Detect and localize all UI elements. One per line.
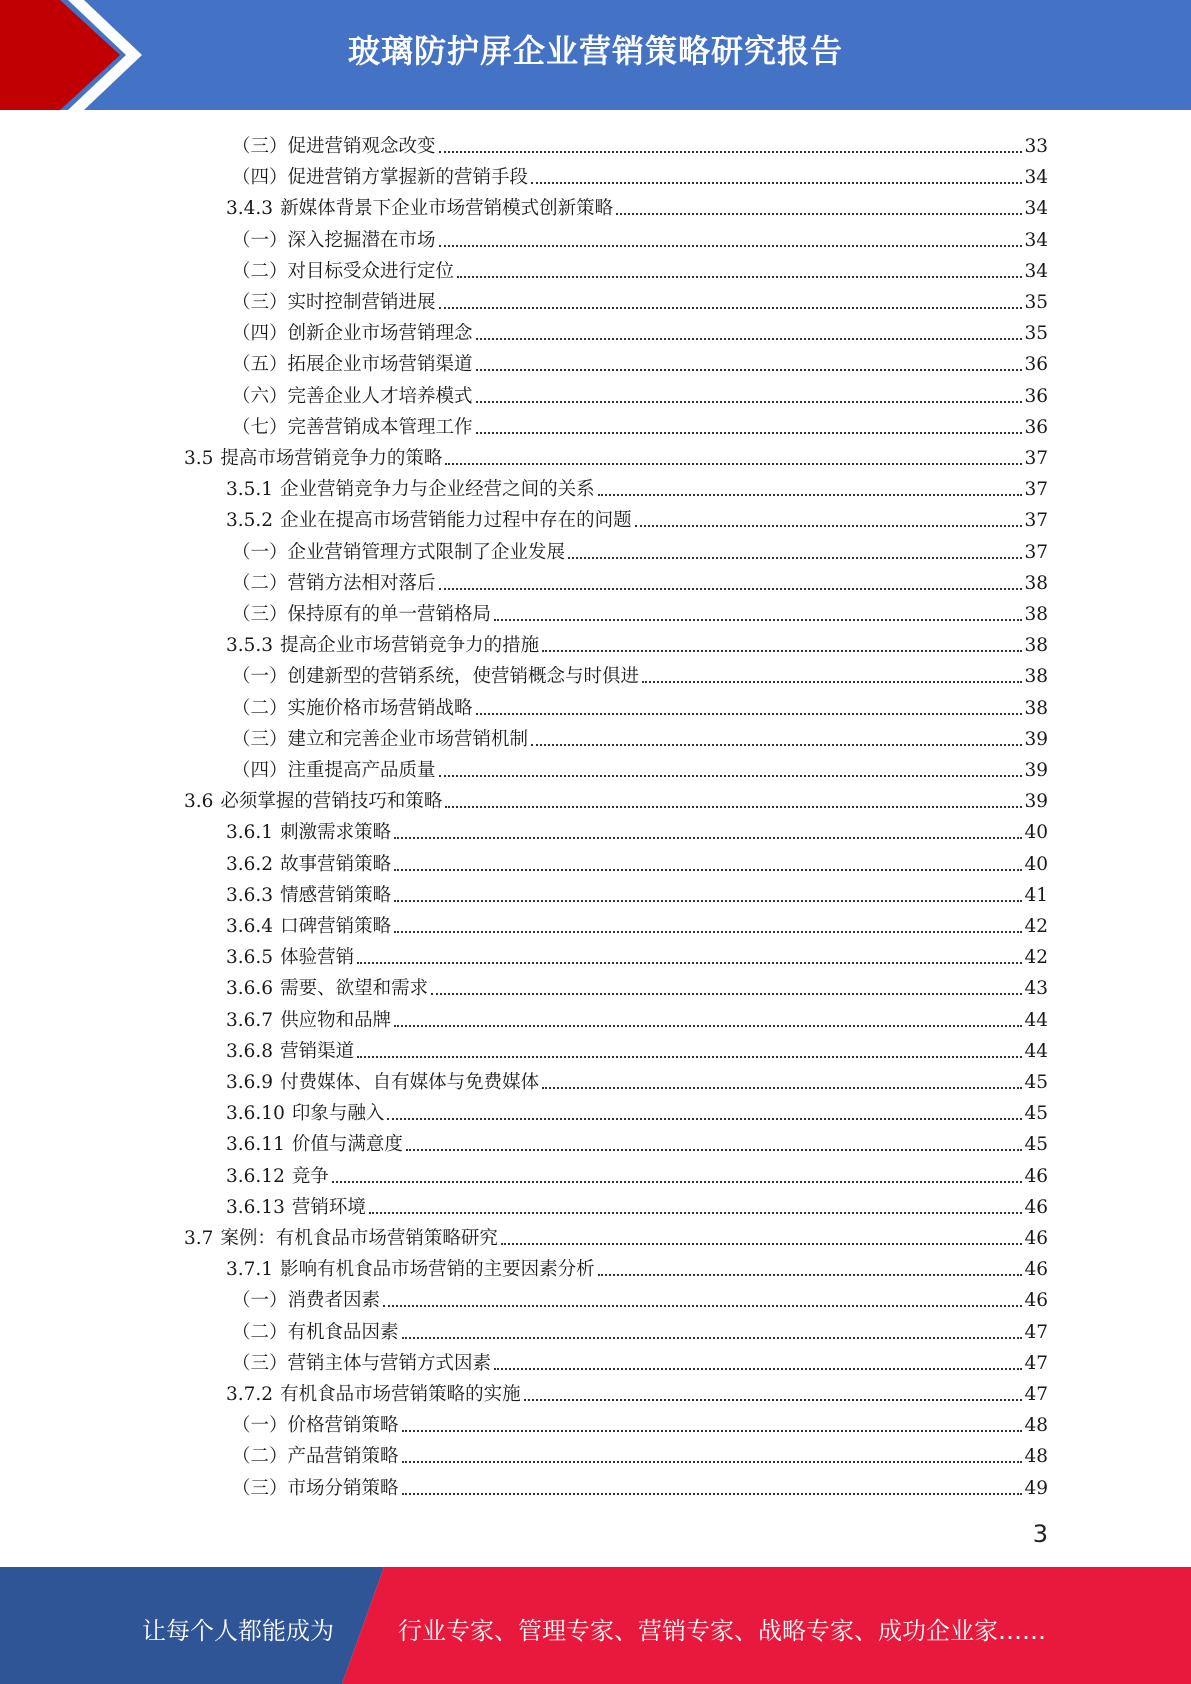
toc-section-number: 3.6.3 (226, 884, 274, 906)
toc-dot-leader (501, 1243, 1023, 1245)
toc-entry-title: 故事营销策略 (280, 853, 392, 875)
toc-entry[interactable] (232, 533, 1048, 564)
toc-page-number: 38 (1024, 697, 1048, 719)
toc-page-number: 42 (1024, 916, 1048, 937)
toc-dot-leader (439, 775, 1023, 777)
toc-entry-label (226, 916, 391, 938)
toc-dot-leader (598, 1274, 1023, 1276)
toc-entry-label (232, 666, 639, 688)
toc-entry[interactable] (226, 938, 1048, 969)
toc-entry[interactable] (232, 1469, 1048, 1500)
toc-entry-title: （四）注重提高产品质量 (232, 760, 436, 781)
toc-page-number: 37 (1024, 541, 1048, 563)
toc-page-number: 38 (1024, 604, 1048, 625)
toc-entry-title: （三）促进营销观念改变 (232, 136, 436, 157)
toc-entry-title: （二）有机食品因素 (232, 1321, 399, 1343)
toc-dot-leader (387, 1118, 1022, 1120)
toc-entry[interactable] (232, 1313, 1048, 1344)
toc-entry-title: （二）营销方法相对落后 (232, 572, 436, 594)
toc-entry-title: 口碑营销策略 (280, 916, 392, 937)
toc-page-number: 44 (1024, 1009, 1048, 1031)
toc-dot-leader (642, 681, 1022, 683)
toc-section-number: 3.6.10 (226, 1103, 285, 1125)
toc-dot-leader (402, 1337, 1023, 1339)
toc-entry-title: （一）深入挖掘潜在市场 (232, 229, 436, 251)
toc-entry-title: （二）产品营销策略 (232, 1446, 399, 1468)
toc-entry-title: （一）企业营销管理方式限制了企业发展 (232, 541, 566, 563)
toc-entry-title: （三）营销主体与营销方式因素 (232, 1352, 492, 1374)
toc-section-number: 3.6.13 (226, 1196, 285, 1218)
toc-entry-label (232, 417, 473, 439)
toc-entry[interactable] (232, 345, 1048, 376)
toc-page-number: 33 (1024, 136, 1048, 157)
toc-entry[interactable] (232, 564, 1048, 595)
toc-entry[interactable] (232, 221, 1048, 252)
toc-section-number: 3.6.11 (226, 1134, 285, 1156)
toc-entry[interactable] (232, 1344, 1048, 1375)
toc-page-number: 47 (1024, 1321, 1048, 1343)
toc-entry[interactable] (226, 845, 1048, 876)
toc-entry-title: 新媒体背景下企业市场营销模式创新策略 (280, 198, 614, 220)
toc-page-number: 41 (1024, 884, 1048, 906)
toc-entry-label (226, 978, 428, 1000)
toc-entry[interactable] (232, 1281, 1048, 1312)
toc-section-number: 3.6.8 (226, 1040, 274, 1062)
toc-entry[interactable] (226, 470, 1048, 501)
toc-page-number: 36 (1024, 354, 1048, 376)
page-header (0, 0, 1191, 110)
toc-entry-label (226, 1010, 391, 1032)
toc-entry-label (232, 230, 436, 252)
toc-page-number: 34 (1024, 198, 1048, 220)
toc-page-number: 42 (1024, 947, 1048, 969)
toc-entry[interactable] (232, 127, 1048, 158)
toc-dot-leader (394, 837, 1022, 839)
toc-dot-leader (476, 369, 1023, 371)
toc-entry-title: 影响有机食品市场营销的主要因素分析 (280, 1259, 595, 1281)
toc-section-number: 3.6.6 (226, 978, 274, 1000)
toc-entry-title: 情感营销策略 (280, 884, 392, 906)
toc-entry[interactable] (226, 969, 1048, 1000)
toc-section-number: 3.5.1 (226, 479, 274, 501)
toc-dot-leader (445, 806, 1022, 808)
toc-entry-title: 营销环境 (291, 1196, 366, 1218)
toc-dot-leader (369, 1212, 1023, 1214)
page-number: 3 (1032, 1520, 1048, 1548)
toc-entry-label (232, 729, 528, 751)
toc-entry[interactable] (226, 1063, 1048, 1094)
toc-page-number: 39 (1024, 791, 1048, 813)
toc-dot-leader (531, 182, 1022, 184)
toc-entry[interactable] (226, 1094, 1048, 1125)
toc-entry-title: 企业营销竞争力与企业经营之间的关系 (280, 479, 595, 501)
toc-entry-title: （四）促进营销方掌握新的营销手段 (232, 167, 529, 189)
toc-entry[interactable] (232, 252, 1048, 283)
toc-page-number: 44 (1024, 1040, 1048, 1062)
toc-entry-title: （三）市场分销策略 (232, 1477, 399, 1499)
toc-entry-title: 体验营销 (280, 947, 355, 969)
toc-section-number: 3.6.5 (226, 947, 274, 969)
toc-page-number: 34 (1024, 167, 1048, 189)
toc-entry-label (232, 292, 436, 314)
toc-entry-label (226, 635, 539, 657)
toc-dot-leader (357, 962, 1022, 964)
document-title: 玻璃防护屏企业营销策略研究报告 (347, 32, 843, 70)
toc-entry-title: 企业在提高市场营销能力过程中存在的问题 (280, 510, 632, 532)
toc-page-number: 48 (1024, 1446, 1048, 1468)
toc-entry-label (232, 323, 473, 345)
toc-page-number: 39 (1024, 760, 1048, 781)
toc-entry-label (226, 1259, 595, 1281)
toc-entry-label (226, 510, 632, 532)
toc-entry-title: （六）完善企业人才培养模式 (232, 385, 473, 407)
toc-entry-label (184, 448, 442, 470)
toc-page-number: 40 (1024, 853, 1048, 875)
toc-section-number: 3.5.3 (226, 635, 274, 657)
toc-entry[interactable] (184, 782, 1048, 813)
toc-dot-leader (394, 900, 1022, 902)
toc-entry[interactable] (232, 657, 1048, 688)
toc-entry-label (226, 1197, 366, 1219)
toc-entry-label (232, 261, 454, 283)
toc-entry[interactable] (226, 189, 1048, 220)
toc-page-number: 47 (1024, 1352, 1048, 1374)
toc-entry-label (232, 1446, 399, 1468)
toc-entry[interactable] (184, 1219, 1048, 1250)
toc-dot-leader (542, 650, 1022, 652)
toc-entry[interactable] (232, 377, 1048, 408)
toc-section-number: 3.6.1 (226, 822, 274, 844)
toc-page-number: 48 (1024, 1415, 1048, 1437)
toc-entry-title: （一）消费者因素 (232, 1290, 381, 1312)
toc-entry-title: （一）创建新型的营销系统，使营销概念与时俱进 (232, 666, 640, 688)
toc-entry[interactable] (226, 907, 1048, 938)
toc-page-number: 35 (1024, 292, 1048, 313)
toc-entry[interactable] (232, 408, 1048, 439)
toc-dot-leader (439, 245, 1023, 247)
toc-entry[interactable] (232, 1437, 1048, 1468)
toc-entry[interactable] (232, 720, 1048, 751)
toc-dot-leader (476, 432, 1023, 434)
toc-dot-leader (568, 557, 1022, 559)
toc-dot-leader (476, 713, 1023, 715)
toc-entry-title: 竞争 (291, 1165, 329, 1187)
toc-section-number: 3.6.12 (226, 1165, 285, 1187)
toc-page-number: 34 (1024, 260, 1048, 282)
toc-entry-label (226, 1072, 539, 1094)
toc-dot-leader (542, 1087, 1022, 1089)
footer-slogan-left: 让每个人都能成为 (142, 1617, 334, 1645)
toc-entry[interactable] (184, 439, 1048, 470)
toc-entry-label (184, 791, 442, 813)
toc-entry-title: 需要、欲望和需求 (280, 978, 429, 1000)
toc-entry[interactable] (226, 813, 1048, 844)
toc-dot-leader (394, 869, 1022, 871)
toc-dot-leader (439, 588, 1023, 590)
toc-entry[interactable] (232, 595, 1048, 626)
toc-entry-title: 必须掌握的营销技巧和策略 (220, 791, 443, 813)
toc-entry-title: （一）价格营销策略 (232, 1415, 399, 1437)
toc-page-number: 46 (1024, 1165, 1048, 1187)
toc-dot-leader (439, 307, 1023, 309)
toc-dot-leader (494, 1368, 1022, 1370)
toc-entry-label (232, 1415, 399, 1437)
toc-entry-label (226, 1103, 384, 1125)
toc-page-number: 37 (1024, 448, 1048, 469)
toc-dot-leader (431, 993, 1022, 995)
toc-dot-leader (383, 1305, 1022, 1307)
toc-entry-label (232, 573, 436, 595)
toc-entry-title: （四）创新企业市场营销理念 (232, 323, 473, 345)
toc-entry-title: （五）拓展企业市场营销渠道 (232, 354, 473, 376)
toc-entry-label (232, 760, 436, 782)
toc-entry-label (226, 885, 391, 907)
toc-entry-title: 价值与满意度 (291, 1134, 403, 1156)
toc-section-number: 3.6.4 (226, 916, 274, 937)
toc-page-number: 46 (1024, 1196, 1048, 1218)
toc-page-number: 38 (1024, 635, 1048, 657)
toc-dot-leader (332, 1181, 1023, 1183)
toc-entry[interactable] (226, 626, 1048, 657)
toc-page-number: 46 (1024, 1228, 1048, 1249)
toc-section-number: 3.6.9 (226, 1072, 274, 1093)
toc-dot-leader (524, 1399, 1023, 1401)
toc-page-number: 38 (1024, 572, 1048, 594)
toc-entry-label (232, 1353, 491, 1375)
toc-section-number: 3.6.7 (226, 1009, 274, 1031)
toc-dot-leader (494, 619, 1022, 621)
toc-section-number: 3.5 (184, 448, 214, 469)
toc-entry-label (232, 604, 491, 626)
toc-section-number: 3.7 (184, 1228, 214, 1249)
toc-entry-label (232, 386, 473, 408)
toc-section-number: 3.7.1 (226, 1259, 274, 1281)
toc-dot-leader (394, 931, 1022, 933)
toc-entry-label (226, 854, 391, 876)
toc-dot-leader (402, 1461, 1023, 1463)
toc-entry-label (232, 1290, 380, 1312)
toc-page-number: 37 (1024, 510, 1048, 532)
toc-entry-title: 供应物和品牌 (280, 1009, 392, 1031)
toc-entry[interactable] (232, 314, 1048, 345)
toc-entry[interactable] (232, 158, 1048, 189)
toc-entry-title: 刺激需求策略 (280, 822, 392, 844)
toc-page-number: 38 (1024, 666, 1048, 688)
toc-section-number: 3.4.3 (226, 198, 274, 220)
toc-page-number: 47 (1024, 1384, 1048, 1405)
toc-entry-title: 提高市场营销竞争力的策略 (220, 448, 443, 469)
toc-entry-title: （七）完善营销成本管理工作 (232, 416, 473, 438)
toc-entry-label (226, 1041, 354, 1063)
toc-entry-label (232, 167, 528, 189)
toc-page-number: 34 (1024, 229, 1048, 251)
toc-entry-label (232, 136, 436, 158)
toc-entry-label (226, 1134, 403, 1156)
toc-dot-leader (635, 525, 1023, 527)
toc-page-number: 39 (1024, 728, 1048, 750)
toc-dot-leader (406, 1149, 1023, 1151)
footer-slogan-right: 行业专家、管理专家、营销专家、战略专家、成功企业家…… (398, 1617, 1046, 1645)
toc-page-number: 45 (1024, 1134, 1048, 1156)
toc-entry[interactable] (226, 1157, 1048, 1188)
toc-entry[interactable] (232, 1406, 1048, 1437)
toc-entry-title: （二）实施价格市场营销战略 (232, 697, 473, 719)
toc-page-number: 35 (1024, 323, 1048, 345)
toc-page-number: 36 (1024, 416, 1048, 438)
toc-entry-label (226, 479, 595, 501)
toc-section-number: 3.6.2 (226, 853, 274, 875)
toc-entry[interactable] (226, 1125, 1048, 1156)
toc-entry-label (226, 947, 354, 969)
toc-entry-label (232, 698, 473, 720)
toc-page-number: 45 (1024, 1072, 1048, 1093)
toc-entry-label (184, 1228, 498, 1250)
toc-page-number: 36 (1024, 385, 1048, 407)
toc-section-number: 3.6 (184, 791, 214, 813)
toc-entry[interactable] (226, 1188, 1048, 1219)
toc-entry-label (226, 1166, 329, 1188)
toc-page-number: 45 (1024, 1103, 1048, 1125)
toc-entry[interactable] (226, 501, 1048, 532)
toc-entry-title: 提高企业市场营销竞争力的措施 (280, 635, 540, 657)
toc-dot-leader (616, 213, 1022, 215)
toc-entry-title: （三）建立和完善企业市场营销机制 (232, 728, 529, 750)
toc-entry-label (232, 1322, 399, 1344)
toc-entry-title: 营销渠道 (280, 1040, 355, 1062)
toc-dot-leader (402, 1430, 1023, 1432)
toc-entry-label (232, 354, 473, 376)
toc-entry-title: 付费媒体、自有媒体与免费媒体 (280, 1072, 540, 1093)
toc-dot-leader (457, 276, 1022, 278)
toc-dot-leader (402, 1493, 1023, 1495)
toc-entry-title: 案例：有机食品市场营销策略研究 (220, 1228, 498, 1249)
toc-entry-label (232, 542, 565, 564)
toc-entry[interactable] (226, 1375, 1048, 1406)
toc-page-number: 46 (1024, 1290, 1048, 1312)
toc-dot-leader (531, 744, 1022, 746)
toc-dot-leader (476, 338, 1023, 340)
toc-entry-label (226, 198, 613, 220)
toc-entry-title: 印象与融入 (291, 1103, 385, 1125)
toc-entry[interactable] (226, 1250, 1048, 1281)
toc-entry-label (226, 1384, 521, 1406)
toc-dot-leader (439, 151, 1023, 153)
page-footer (0, 1567, 1191, 1684)
toc-entry-title: （二）对目标受众进行定位 (232, 260, 455, 282)
toc-entry[interactable] (226, 876, 1048, 907)
toc-page-number: 43 (1024, 978, 1048, 1000)
toc-entry-label (226, 822, 391, 844)
toc-page-number: 37 (1024, 479, 1048, 501)
toc-section-number: 3.5.2 (226, 510, 274, 532)
toc-dot-leader (394, 1025, 1022, 1027)
toc-entry-title: 有机食品市场营销策略的实施 (280, 1384, 521, 1405)
toc-dot-leader (476, 401, 1023, 403)
toc-section-number: 3.7.2 (226, 1384, 274, 1405)
toc-entry-title: （三）实时控制营销进展 (232, 292, 436, 313)
toc-entry[interactable] (232, 689, 1048, 720)
toc-dot-leader (357, 1056, 1022, 1058)
toc-entry[interactable] (232, 751, 1048, 782)
toc-dot-leader (445, 463, 1022, 465)
toc-entry[interactable] (226, 1032, 1048, 1063)
toc-entry-title: （三）保持原有的单一营销格局 (232, 604, 492, 625)
toc-page-number: 49 (1024, 1477, 1048, 1499)
toc-page-number: 46 (1024, 1259, 1048, 1281)
toc-page-number: 40 (1024, 822, 1048, 844)
toc-entry[interactable] (226, 1001, 1048, 1032)
toc-entry-label (232, 1478, 399, 1500)
toc-dot-leader (598, 494, 1023, 496)
toc-entry[interactable] (232, 283, 1048, 314)
